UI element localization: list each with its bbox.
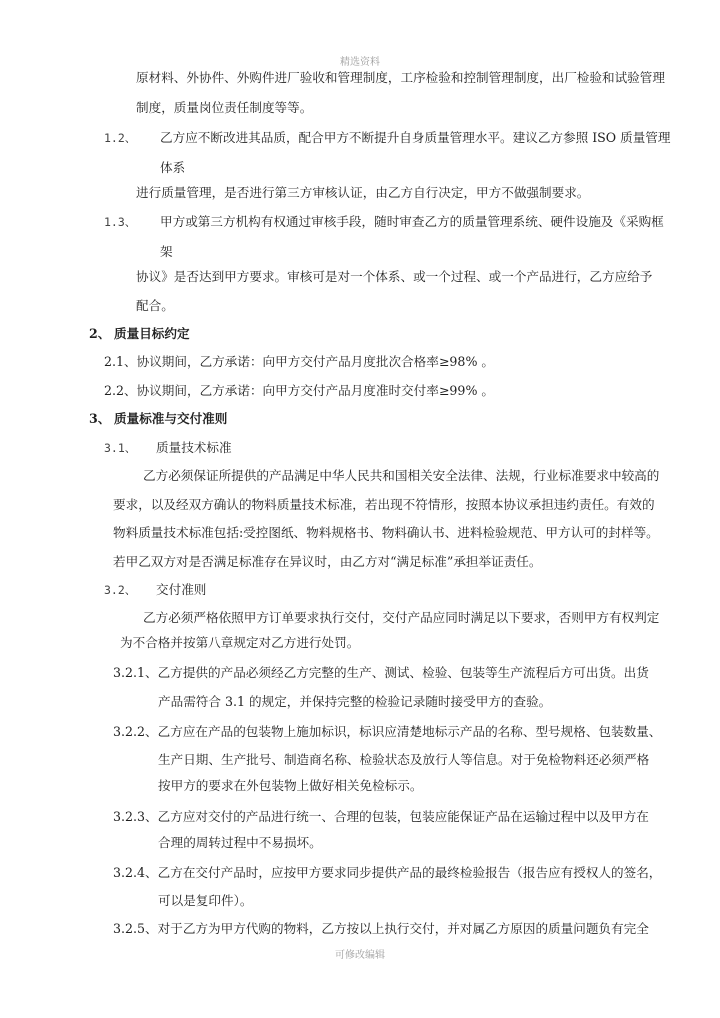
text-line: 3.2.2、乙方应在产品的包装物上施加标识，标识应清楚地标示产品的名称、型号规格、包装数量、	[113, 724, 662, 739]
text-line: 2.2、协议期间，乙方承诺：向甲方交付产品月度准时交付率≥99% 。	[104, 383, 495, 398]
text-line: 甲方或第三方机构有权通过审核手段，随时审查乙方的质量管理系统、硬件设施及《采购框	[160, 214, 664, 229]
text-line: 3.2.3、乙方应对交付的产品进行统一、合理的包装，包装应能保证产品在运输过程中以及甲方在	[113, 809, 649, 824]
text-line: 物料质量技术标准包括:受控图纸、物料规格书、物料确认书、进料检验规范、甲方认可的封样等。	[113, 525, 659, 540]
section-number: 3.2、	[104, 583, 137, 597]
text-line: 要求，以及经双方确认的物料质量技术标准，若出现不符情形，按照本协议承担违约责任。有效的	[113, 497, 655, 512]
text-line: 制度，质量岗位责任制度等等。	[136, 100, 313, 115]
subsection-heading: 质量技术标准	[156, 440, 232, 455]
text-line: 合理的周转过程中不易损坏。	[158, 835, 322, 850]
text-line: 2.1、协议期间，乙方承诺：向甲方交付产品月度批次合格率≥98% 。	[104, 354, 495, 369]
text-line: 原材料、外协件、外购件进厂验收和管理制度，工序检验和控制管理制度，出厂检验和试验管理	[136, 70, 665, 85]
section-number: 2、	[89, 326, 111, 341]
text-line: 按甲方的要求在外包装物上做好相关免检标示。	[158, 778, 423, 793]
text-line: 3.2.5、对于乙方为甲方代购的物料，乙方按以上执行交付，并对属乙方原因的质量问题负有完全	[113, 921, 649, 936]
text-line: 产品需符合 3.1 的规定，并保持完整的检验记录随时接受甲方的查验。	[158, 694, 552, 709]
text-line: 乙方必须严格依照甲方订单要求执行交付，交付产品应同时满足以下要求，否则甲方有权判定	[143, 610, 660, 625]
text-line: 架	[160, 244, 173, 259]
text-line: 3.2.1、乙方提供的产品必须经乙方完整的生产、测试、检验、包装等生产流程后方可出货。出货	[113, 665, 649, 680]
section-number: 3.1、	[104, 441, 137, 455]
text-line: 若甲乙双方对是否满足标准存在异议时，由乙方对“满足标准”承担举证责任。	[113, 554, 542, 569]
text-line: 生产日期、生产批号、制造商名称、检验状态及放行人等信息。对于免检物料还必须严格	[158, 752, 650, 767]
section-number: 1.3、	[104, 215, 137, 229]
section-heading: 质量目标约定	[114, 326, 190, 341]
text-line: 协议》是否达到甲方要求。审核可是对一个体系、或一个过程、或一个产品进行，乙方应给予	[136, 269, 653, 284]
subsection-heading: 交付准则	[156, 582, 207, 597]
section-number: 1.2、	[104, 131, 137, 145]
text-line: 为不合格并按第八章规定对乙方进行处罚。	[120, 635, 360, 650]
text-line: 3.2.4、乙方在交付产品时，应按甲方要求同步提供产品的最终检验报告（报告应有授权人的签名，	[113, 865, 662, 880]
section-heading: 质量标准与交付准则	[114, 411, 228, 426]
text-line: 配合。	[136, 298, 174, 313]
page-footer: 可修改编辑	[335, 950, 385, 961]
text-line: 乙方应不断改进其品质，配合甲方不断提升自身质量管理水平。建议乙方参照 ISO 质量管理	[160, 130, 671, 145]
text-line: 可以是复印件）。	[158, 893, 253, 908]
text-line: 乙方必须保证所提供的产品满足中华人民共和国相关安全法律、法规，行业标准要求中较高的	[143, 468, 660, 483]
page-header: 精选资料	[340, 57, 380, 68]
text-line: 进行质量管理，是否进行第三方审核认证，由乙方自行决定，甲方不做强制要求。	[136, 185, 590, 200]
text-line: 体系	[160, 160, 186, 175]
section-number: 3、	[89, 411, 111, 426]
